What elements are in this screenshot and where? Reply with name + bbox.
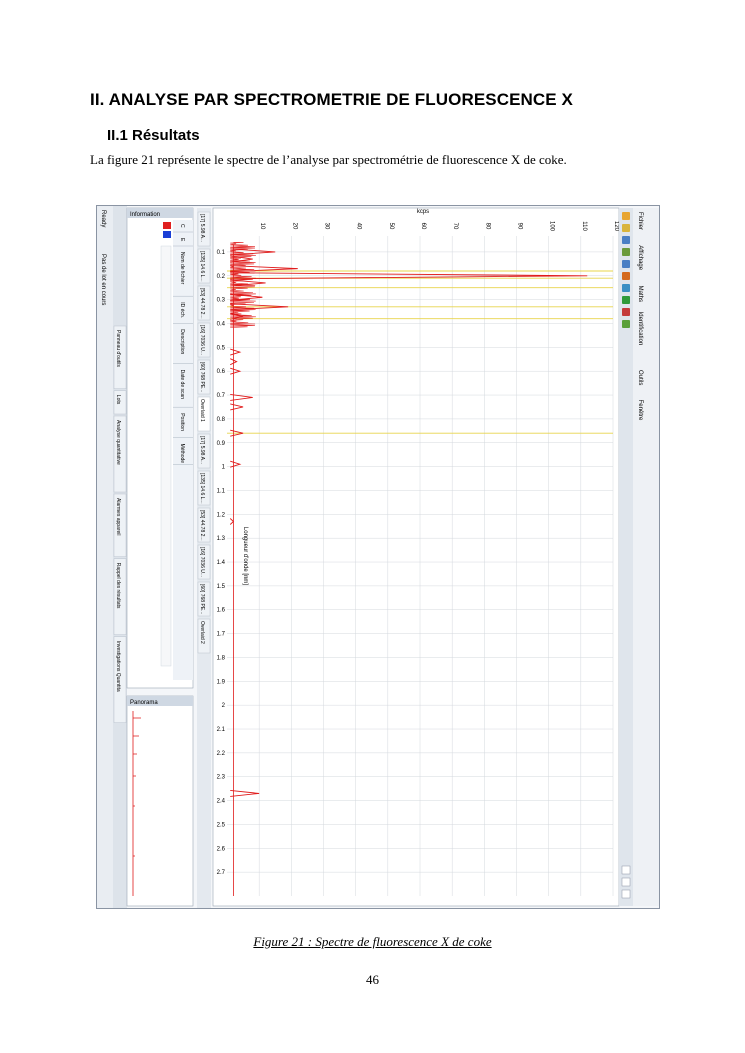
zoom-control-icon[interactable] [622, 878, 630, 886]
toolbar-icon[interactable] [622, 308, 630, 316]
x-tick-label: 2.6 [216, 846, 225, 853]
y-tick-label: 80 [484, 222, 491, 230]
bottom-tab-label: Lots [115, 394, 121, 405]
y-axis-label: kcps [416, 209, 430, 215]
x-tick-label: 2.1 [216, 727, 225, 734]
panorama-title: Panorama [130, 700, 158, 706]
info-column-header[interactable]: Méthode [179, 443, 185, 464]
document-tab-label: [16] 7036 U... [199, 325, 205, 356]
document-tab-label: [60] 768 PE... [199, 584, 205, 615]
status-color-red [163, 222, 171, 229]
document-tab-label: [135] 14.6 L... [199, 251, 205, 282]
menu-tab[interactable]: Identification [637, 311, 643, 346]
info-scroll-area[interactable] [161, 246, 171, 666]
info-column-header[interactable]: C [179, 224, 185, 228]
x-tick-label: 1.5 [216, 583, 225, 590]
y-tick-label: 50 [387, 222, 394, 230]
information-title: Information [130, 212, 161, 218]
x-tick-label: 2 [221, 703, 225, 710]
y-tick-label: 90 [516, 222, 523, 230]
menu-tab[interactable]: Fichier [637, 212, 643, 231]
x-tick-label: 1.7 [216, 631, 225, 638]
x-tick-label: 1.1 [216, 488, 225, 495]
bottom-tab-label: Investigations Quantita [115, 640, 121, 692]
body-paragraph: La figure 21 représente le spectre de l’analyse par spectrométrie de fluorescence X de coke. [90, 152, 567, 167]
y-tick-label: 40 [355, 222, 362, 230]
x-tick-label: 1.8 [216, 655, 225, 662]
menu-tab[interactable]: Fenêtre [637, 399, 643, 421]
bottom-tabs-strip [113, 206, 127, 908]
y-tick-label: 110 [580, 221, 587, 231]
zoom-control-icon[interactable] [622, 890, 630, 898]
subsection-heading: II.1 Résultats [107, 127, 200, 144]
queue-label: Pas de lot en cours [100, 254, 106, 306]
info-column-header[interactable]: Nom de fichier [179, 252, 185, 285]
info-column-header[interactable]: Position [179, 413, 185, 431]
info-column-header[interactable]: Date de scan [179, 369, 185, 400]
spectrum-screenshot [96, 205, 660, 909]
x-tick-label: 2.7 [216, 870, 225, 877]
status-color-blue [163, 231, 171, 238]
toolbar-icon[interactable] [622, 272, 630, 280]
document-tab-label: [53] 44.78 2... [199, 510, 205, 541]
x-tick-label: 2.4 [216, 798, 225, 805]
document-tab-label: [17] 5.98 A... [199, 436, 205, 465]
toolbar-icon[interactable] [622, 296, 630, 304]
x-tick-label: 1.2 [216, 512, 225, 519]
y-tick-label: 30 [323, 222, 330, 230]
toolbar-icon[interactable] [622, 320, 630, 328]
x-tick-label: 0.8 [216, 416, 225, 423]
panorama-panel [127, 696, 193, 906]
y-tick-label: 70 [452, 222, 459, 230]
info-column-header[interactable]: ID éch. [179, 302, 185, 319]
menu-tab[interactable]: Maths [637, 285, 643, 302]
x-tick-label: 1.4 [216, 560, 225, 567]
document-tab-label: [60] 768 PE... [199, 362, 205, 393]
x-tick-label: 1.9 [216, 679, 225, 686]
x-tick-label: 0.1 [216, 249, 225, 256]
document-tab-label: [17] 5.98 A... [199, 214, 205, 243]
document-tab-label: Overlaid 1 [199, 399, 205, 422]
screenshot-canvas [97, 206, 659, 908]
x-tick-label: 1.3 [216, 536, 225, 543]
x-tick-label: 2.5 [216, 822, 225, 829]
toolbar-icon[interactable] [622, 260, 630, 268]
bottom-tab-label: Alarmes appareil [115, 498, 121, 536]
x-tick-label: 2.2 [216, 750, 225, 757]
status-strip [97, 206, 113, 908]
x-tick-label: 0.3 [216, 297, 225, 304]
x-axis-label: Longueur d'onde [nm] [242, 526, 248, 586]
menu-tab[interactable]: Outils [637, 370, 643, 386]
y-tick-label: 100 [548, 220, 555, 232]
bottom-tab-label: Rappel des résultats [115, 562, 121, 609]
figure-caption: Figure 21 : Spectre de fluorescence X de coke [253, 934, 492, 949]
x-tick-label: 0.2 [216, 273, 225, 280]
zoom-control-icon[interactable] [622, 866, 630, 874]
plot-area [213, 208, 619, 906]
toolbar-icon[interactable] [622, 284, 630, 292]
page-number: 46 [366, 972, 379, 987]
toolbar-icon[interactable] [622, 236, 630, 244]
menu-tab[interactable]: Affichage [637, 245, 643, 271]
y-tick-label: 20 [291, 222, 298, 230]
bottom-tab-label: Analyse quantitative [115, 420, 121, 465]
section-heading: II. ANALYSE PAR SPECTROMETRIE DE FLUORESCENCE X [90, 90, 573, 109]
x-tick-label: 2.3 [216, 774, 225, 781]
y-tick-label: 10 [259, 222, 266, 230]
x-tick-label: 0.7 [216, 393, 225, 400]
info-column-header[interactable]: Description [179, 329, 185, 355]
bottom-tab-label: Panneau d'outils [115, 330, 121, 367]
document-tab-label: [53] 44.78 2... [199, 288, 205, 319]
x-tick-label: 0.9 [216, 440, 225, 447]
x-tick-label: 0.4 [216, 321, 225, 328]
ready-label: Ready [100, 210, 106, 228]
document-tab-label: [135] 14.6 L... [199, 473, 205, 504]
toolbar-icon[interactable] [622, 212, 630, 220]
x-tick-label: 0.5 [216, 345, 225, 352]
x-tick-label: 0.6 [216, 369, 225, 376]
document-tab-label: Overlaid 2 [199, 621, 205, 644]
x-tick-label: 1.6 [216, 607, 225, 614]
info-column-header[interactable]: E [179, 238, 185, 242]
menu-strip [633, 208, 659, 906]
x-tick-label: 1 [221, 464, 225, 471]
y-tick-label: 120 [613, 220, 619, 232]
toolbar-icon[interactable] [622, 248, 630, 256]
toolbar-icon[interactable] [622, 224, 630, 232]
document-tab-label: [16] 7036 U... [199, 547, 205, 578]
y-tick-label: 60 [420, 222, 426, 230]
